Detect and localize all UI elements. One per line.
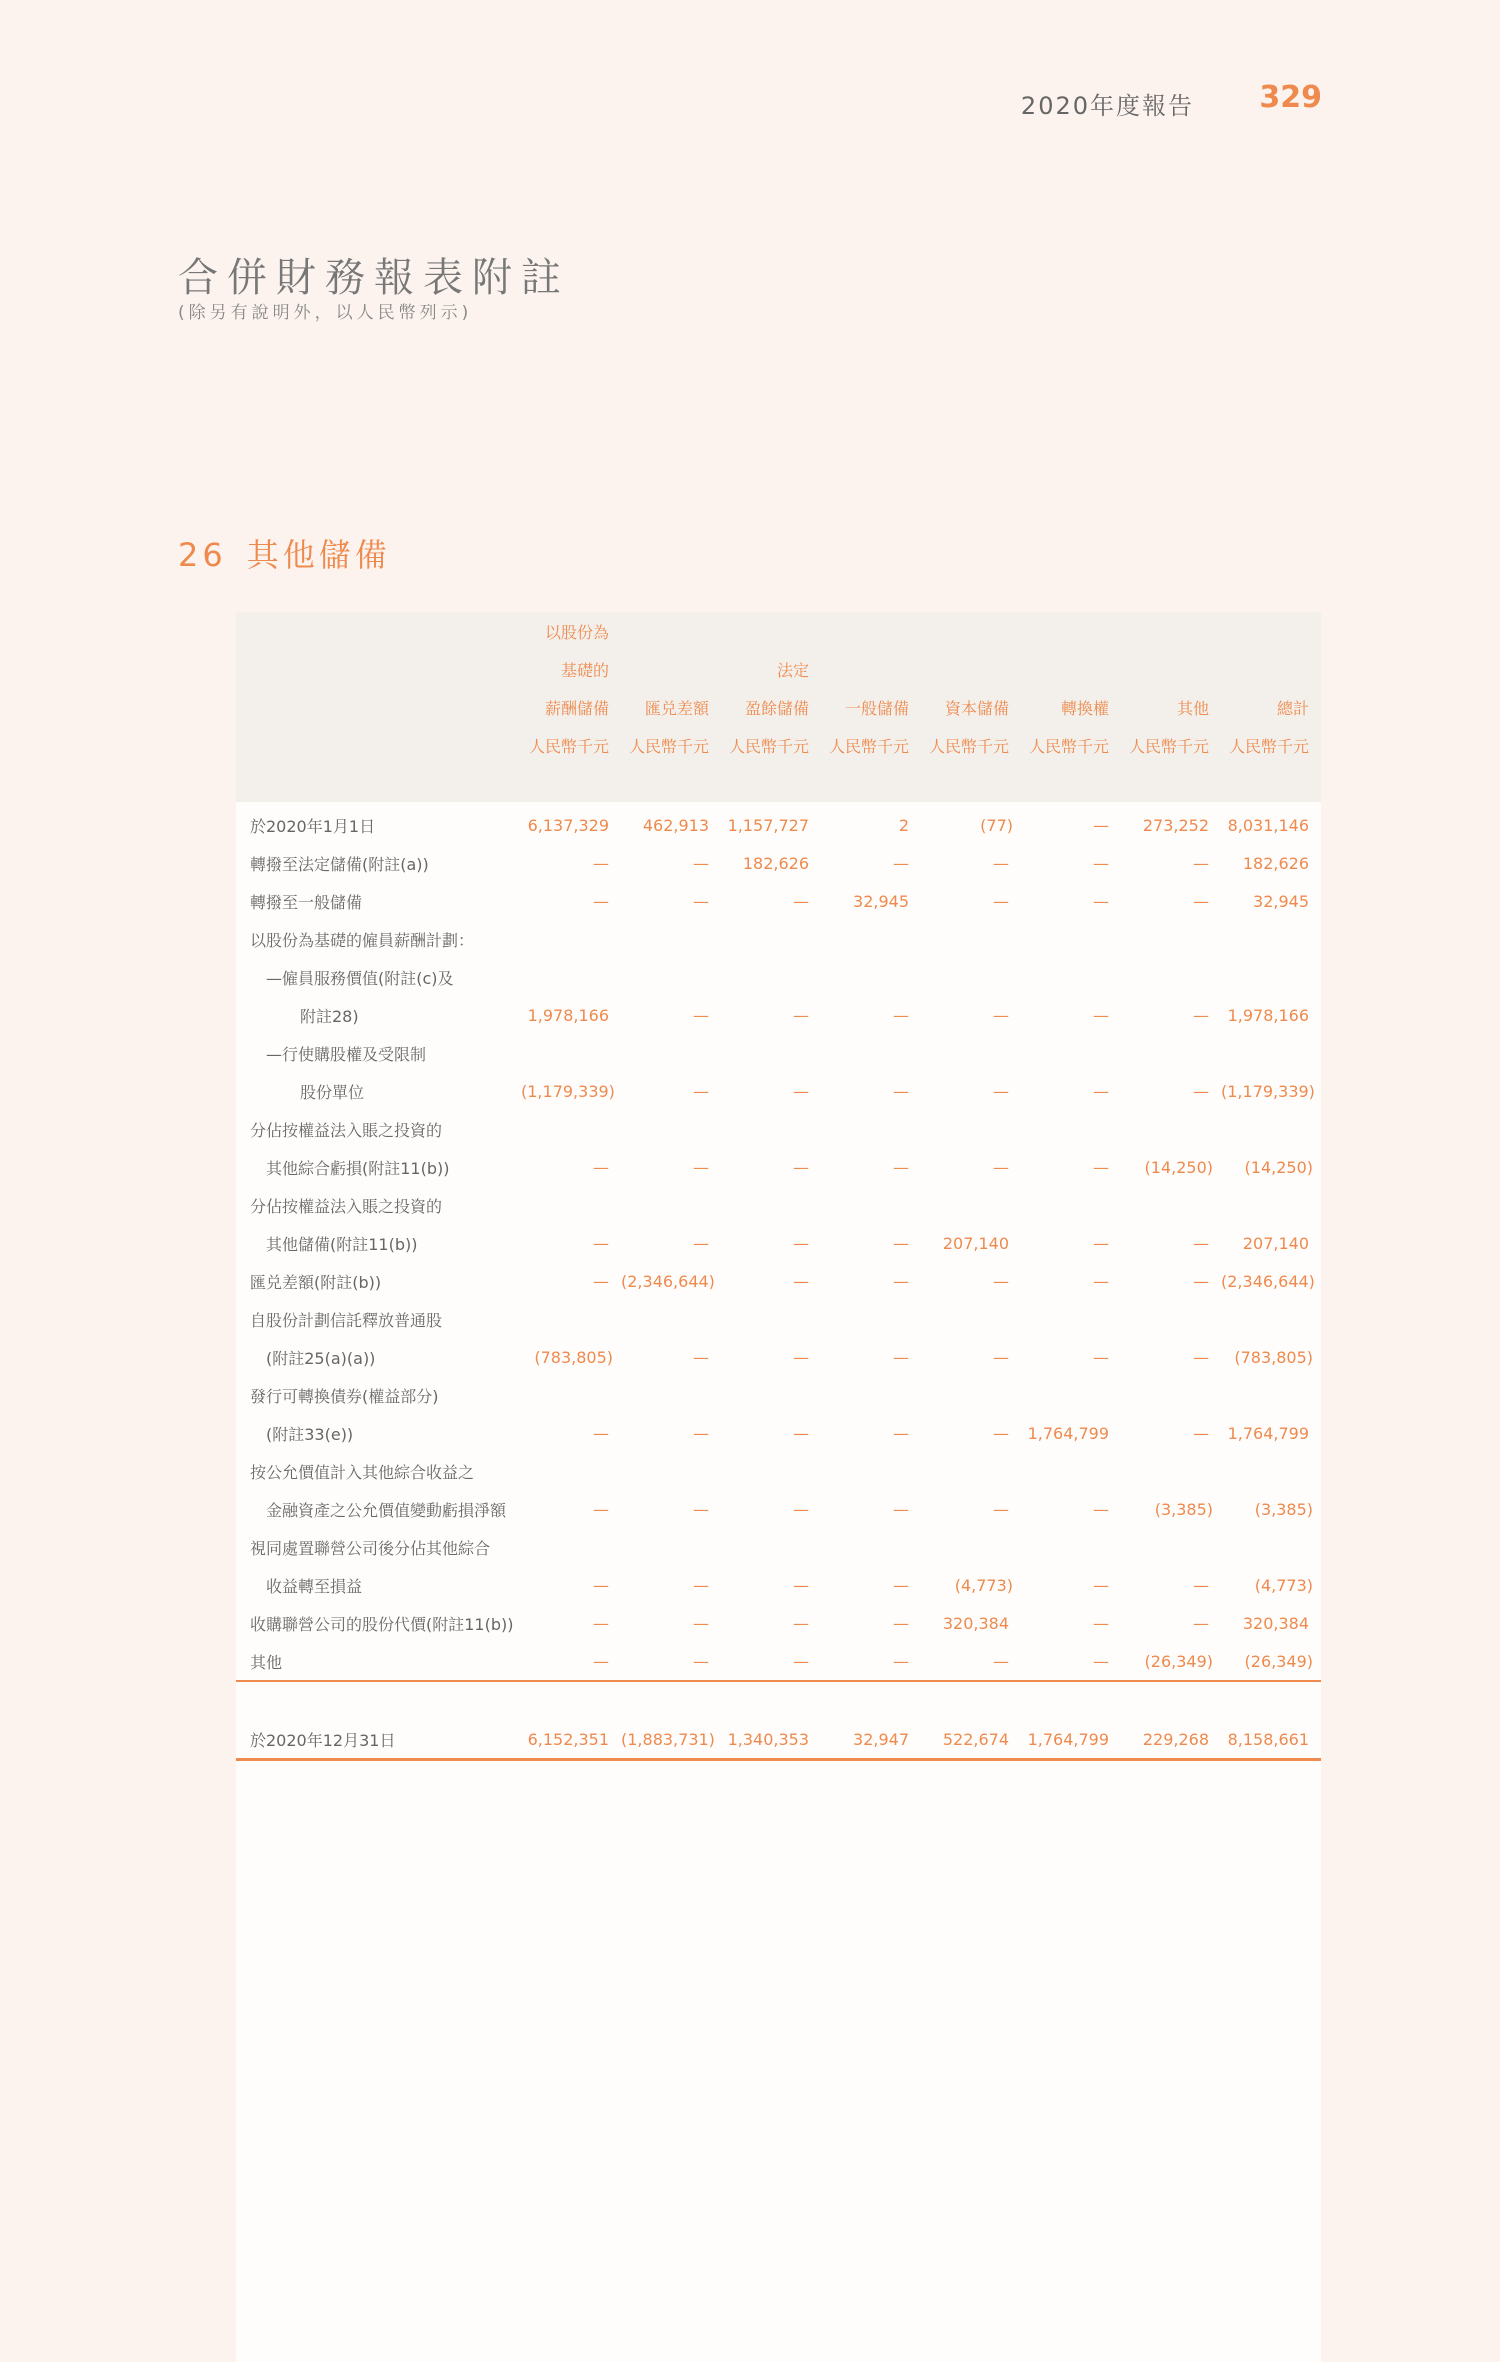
value-cell bbox=[1021, 958, 1121, 996]
value-cell: — bbox=[593, 1157, 609, 1177]
value-cell: — bbox=[793, 1575, 809, 1595]
value-cell: — bbox=[993, 853, 1009, 873]
value-cell: — bbox=[1093, 891, 1109, 911]
row-label: (附註25(a)(a)) bbox=[266, 1348, 376, 1368]
value-cell: (1,179,339) bbox=[521, 1081, 615, 1101]
value-cell: — bbox=[993, 1157, 1009, 1177]
value-cell bbox=[721, 1034, 821, 1072]
value-cell bbox=[721, 920, 821, 958]
section-number: 26 bbox=[178, 536, 227, 574]
value-cell bbox=[721, 1110, 821, 1148]
value-cell bbox=[1021, 1452, 1121, 1490]
doc-subtitle: (除另有說明外，以人民幣列示) bbox=[178, 303, 473, 323]
value-cell: — bbox=[793, 1233, 809, 1253]
value-cell bbox=[521, 920, 621, 958]
total-value-cell: 32,947 bbox=[821, 1720, 921, 1760]
table-row bbox=[236, 1604, 1321, 1642]
section-title: 其他儲備 bbox=[246, 536, 391, 574]
value-cell: (77) bbox=[980, 815, 1013, 835]
value-cell bbox=[1121, 1110, 1221, 1148]
value-cell: — bbox=[593, 853, 609, 873]
column-header-text bbox=[921, 612, 1021, 650]
value-cell: — bbox=[1093, 1157, 1109, 1177]
table-row bbox=[236, 1110, 1321, 1148]
value-cell: — bbox=[593, 1423, 609, 1443]
value-cell: — bbox=[593, 1499, 609, 1519]
column-header-text: 人民幣千元 bbox=[828, 736, 909, 756]
column-header-text: 其他 bbox=[1176, 698, 1209, 718]
value-cell bbox=[1021, 1528, 1121, 1566]
value-cell: — bbox=[993, 1081, 1009, 1101]
table-row bbox=[236, 1566, 1321, 1604]
value-cell: — bbox=[993, 1271, 1009, 1291]
total-value-cell: 522,674 bbox=[921, 1720, 1021, 1760]
value-cell: 320,384 bbox=[1242, 1613, 1309, 1633]
row-label: 其他儲備(附註11(b)) bbox=[266, 1234, 418, 1254]
value-cell: (3,385) bbox=[1154, 1499, 1213, 1519]
row-label: 股份單位 bbox=[300, 1082, 365, 1102]
value-cell: 182,626 bbox=[1242, 853, 1309, 873]
value-cell bbox=[621, 1376, 721, 1414]
value-cell: (26,349) bbox=[1121, 1642, 1221, 1681]
column-header-text: 轉換權 bbox=[1060, 698, 1109, 718]
table-row bbox=[236, 844, 1321, 882]
table-row bbox=[236, 1186, 1321, 1224]
value-cell: — bbox=[693, 1423, 709, 1443]
row-label: 視同處置聯營公司後分佔其他綜合 bbox=[250, 1538, 491, 1558]
value-cell bbox=[821, 1186, 921, 1224]
value-cell: — bbox=[893, 1499, 909, 1519]
row-label: 自股份計劃信託釋放普通股 bbox=[250, 1310, 443, 1330]
value-cell: (14,250) bbox=[1144, 1157, 1213, 1177]
column-header-text bbox=[1221, 650, 1321, 688]
value-cell bbox=[821, 1300, 921, 1338]
table-row bbox=[236, 958, 1321, 996]
page-header bbox=[0, 80, 1500, 120]
column-header-text: 基礎的 bbox=[560, 660, 609, 680]
value-cell: — bbox=[893, 1575, 909, 1595]
value-cell bbox=[1121, 1034, 1221, 1072]
value-cell bbox=[1021, 920, 1121, 958]
value-cell: — bbox=[793, 1499, 809, 1519]
header-blank-cell bbox=[236, 650, 521, 688]
value-cell bbox=[921, 1376, 1021, 1414]
column-header-text: 人民幣千元 bbox=[728, 736, 809, 756]
value-cell: — bbox=[1193, 1081, 1209, 1101]
value-cell: — bbox=[1193, 891, 1209, 911]
table-row bbox=[236, 1148, 1321, 1186]
value-cell: — bbox=[893, 1423, 909, 1443]
value-cell bbox=[921, 1110, 1021, 1148]
row-label: 收益轉至損益 bbox=[266, 1576, 363, 1596]
value-cell bbox=[821, 920, 921, 958]
value-cell bbox=[1121, 920, 1221, 958]
value-cell: — bbox=[1093, 1613, 1109, 1633]
column-header-text: 人民幣千元 bbox=[1128, 736, 1209, 756]
column-header-text: 盈餘儲備 bbox=[744, 698, 809, 718]
row-label: 其他 bbox=[236, 1642, 521, 1681]
column-header-text: 總計 bbox=[1276, 698, 1309, 718]
header-blank-cell bbox=[236, 688, 521, 726]
value-cell bbox=[621, 1528, 721, 1566]
header-row bbox=[236, 688, 1321, 726]
value-cell bbox=[1021, 1110, 1121, 1148]
value-cell bbox=[1221, 1300, 1321, 1338]
value-cell bbox=[621, 1110, 721, 1148]
table-row bbox=[236, 1452, 1321, 1490]
table-row bbox=[236, 1300, 1321, 1338]
value-cell bbox=[821, 1110, 921, 1148]
value-cell: — bbox=[993, 891, 1009, 911]
value-cell bbox=[1121, 1300, 1221, 1338]
value-cell bbox=[521, 1110, 621, 1148]
value-cell: — bbox=[693, 1613, 709, 1633]
value-cell: — bbox=[993, 1005, 1009, 1025]
value-cell bbox=[521, 1186, 621, 1224]
value-cell: — bbox=[993, 1347, 1009, 1367]
value-cell: — bbox=[793, 1271, 809, 1291]
value-cell bbox=[621, 958, 721, 996]
value-cell: — bbox=[693, 1005, 709, 1025]
column-header-text bbox=[721, 612, 821, 650]
other-reserves-table bbox=[236, 612, 1321, 1761]
value-cell: — bbox=[893, 1613, 909, 1633]
value-cell: — bbox=[893, 1233, 909, 1253]
total-value-cell: 6,152,351 bbox=[521, 1720, 621, 1760]
value-cell: (4,773) bbox=[1254, 1575, 1313, 1595]
row-label: 於2020年1月1日 bbox=[250, 816, 376, 836]
table-header bbox=[236, 612, 1321, 800]
value-cell: — bbox=[693, 853, 709, 873]
column-header-text: 人民幣千元 bbox=[1028, 736, 1109, 756]
column-header-text: 一般儲備 bbox=[844, 698, 909, 718]
value-cell: 8,031,146 bbox=[1227, 815, 1309, 835]
value-cell: — bbox=[521, 1642, 621, 1681]
value-cell: — bbox=[1093, 1271, 1109, 1291]
value-cell: — bbox=[1193, 1233, 1209, 1253]
page-number: 329 bbox=[1259, 80, 1322, 115]
value-cell bbox=[1221, 958, 1321, 996]
column-header-text bbox=[821, 650, 921, 688]
value-cell: 207,140 bbox=[942, 1233, 1009, 1253]
value-cell bbox=[521, 1452, 621, 1490]
value-cell: — bbox=[1093, 815, 1109, 835]
column-header-text bbox=[621, 612, 721, 650]
value-cell: — bbox=[793, 1005, 809, 1025]
table-row bbox=[236, 1224, 1321, 1262]
value-cell: — bbox=[793, 1347, 809, 1367]
table-row bbox=[236, 996, 1321, 1034]
column-header-text bbox=[1121, 650, 1221, 688]
column-header-text bbox=[1121, 612, 1221, 650]
value-cell: — bbox=[893, 1005, 909, 1025]
value-cell: — bbox=[621, 1642, 721, 1681]
column-header-text: 人民幣千元 bbox=[928, 736, 1009, 756]
value-cell: 1,764,799 bbox=[1027, 1423, 1109, 1443]
column-header-text: 法定 bbox=[776, 660, 809, 680]
column-header-text bbox=[1021, 650, 1121, 688]
value-cell bbox=[821, 1376, 921, 1414]
total-row bbox=[236, 1720, 1321, 1760]
table-row bbox=[236, 1376, 1321, 1414]
row-label: —行使購股權及受限制 bbox=[266, 1044, 427, 1064]
value-cell: — bbox=[893, 1271, 909, 1291]
row-label: 分佔按權益法入賬之投資的 bbox=[250, 1120, 443, 1140]
value-cell bbox=[521, 1376, 621, 1414]
row-label: 轉撥至一般儲備 bbox=[250, 892, 363, 912]
value-cell bbox=[1121, 1186, 1221, 1224]
column-header-text: 人民幣千元 bbox=[628, 736, 709, 756]
value-cell: — bbox=[1093, 853, 1109, 873]
row-label: 轉撥至法定儲備(附註(a)) bbox=[250, 854, 429, 874]
value-cell: (1,179,339) bbox=[1221, 1081, 1315, 1101]
value-cell bbox=[821, 1452, 921, 1490]
column-header-text: 匯兑差額 bbox=[644, 698, 709, 718]
value-cell: (2,346,644) bbox=[621, 1271, 715, 1291]
column-header-text: 以股份為 bbox=[544, 622, 609, 642]
value-cell: — bbox=[921, 1642, 1021, 1681]
doc-title: 合併財務報表附註 bbox=[178, 255, 570, 301]
table-row bbox=[236, 1414, 1321, 1452]
value-cell bbox=[1221, 920, 1321, 958]
value-cell: 1,978,166 bbox=[527, 1005, 609, 1025]
value-cell: 32,945 bbox=[1253, 891, 1309, 911]
reserves-table-container bbox=[236, 612, 1321, 1761]
total-value-cell: 1,340,353 bbox=[721, 1720, 821, 1760]
column-header-text: 資本儲備 bbox=[944, 698, 1009, 718]
value-cell bbox=[621, 1034, 721, 1072]
value-cell: (2,346,644) bbox=[1221, 1271, 1315, 1291]
table-row bbox=[236, 882, 1321, 920]
value-cell bbox=[721, 1376, 821, 1414]
value-cell: — bbox=[793, 1613, 809, 1633]
value-cell bbox=[721, 958, 821, 996]
value-cell bbox=[921, 1452, 1021, 1490]
value-cell: — bbox=[693, 1575, 709, 1595]
value-cell bbox=[821, 1528, 921, 1566]
value-cell: — bbox=[1193, 1613, 1209, 1633]
value-cell: — bbox=[693, 1157, 709, 1177]
value-cell: (14,250) bbox=[1244, 1157, 1313, 1177]
value-cell: — bbox=[893, 1081, 909, 1101]
value-cell bbox=[1021, 1186, 1121, 1224]
value-cell bbox=[1221, 1528, 1321, 1566]
value-cell: 32,945 bbox=[853, 891, 909, 911]
header-spacer-cell bbox=[236, 764, 1321, 800]
row-label: 發行可轉換債券(權益部分) bbox=[250, 1386, 439, 1406]
table-row bbox=[236, 1034, 1321, 1072]
header-blank-cell bbox=[236, 726, 521, 764]
value-cell bbox=[1221, 1452, 1321, 1490]
value-cell bbox=[621, 1300, 721, 1338]
value-cell bbox=[721, 1528, 821, 1566]
column-header-text bbox=[1221, 612, 1321, 650]
value-cell bbox=[921, 1034, 1021, 1072]
value-cell: — bbox=[1093, 1347, 1109, 1367]
value-cell: — bbox=[593, 1233, 609, 1253]
value-cell: — bbox=[1093, 1005, 1109, 1025]
value-cell bbox=[521, 1528, 621, 1566]
value-cell: — bbox=[693, 1499, 709, 1519]
value-cell: — bbox=[993, 1499, 1009, 1519]
value-cell: — bbox=[1193, 1271, 1209, 1291]
total-value-cell: 1,764,799 bbox=[1021, 1720, 1121, 1760]
spacer-cell bbox=[236, 1681, 1321, 1720]
value-cell bbox=[1221, 1186, 1321, 1224]
value-cell bbox=[821, 1034, 921, 1072]
value-cell: — bbox=[593, 1613, 609, 1633]
spacer-row bbox=[236, 1681, 1321, 1720]
value-cell: — bbox=[1093, 1499, 1109, 1519]
value-cell bbox=[1221, 1376, 1321, 1414]
value-cell: — bbox=[693, 1081, 709, 1101]
row-label: 其他綜合虧損(附註11(b)) bbox=[266, 1158, 450, 1178]
value-cell: — bbox=[793, 1157, 809, 1177]
value-cell: — bbox=[793, 891, 809, 911]
value-cell bbox=[821, 958, 921, 996]
value-cell: — bbox=[1093, 1081, 1109, 1101]
value-cell: 462,913 bbox=[642, 815, 709, 835]
value-cell: — bbox=[793, 1081, 809, 1101]
value-cell: — bbox=[593, 1575, 609, 1595]
value-cell: (4,773) bbox=[954, 1575, 1013, 1595]
value-cell: — bbox=[893, 1347, 909, 1367]
value-cell: (3,385) bbox=[1254, 1499, 1313, 1519]
value-cell: 2 bbox=[898, 815, 909, 835]
value-cell: — bbox=[1193, 1347, 1209, 1367]
value-cell: 182,626 bbox=[742, 853, 809, 873]
row-label: 附註28) bbox=[300, 1006, 359, 1026]
table-row bbox=[236, 1262, 1321, 1300]
row-label: —僱員服務價值(附註(c)及 bbox=[266, 968, 454, 988]
column-header-text: 薪酬儲備 bbox=[544, 698, 609, 718]
value-cell bbox=[621, 1452, 721, 1490]
value-cell: — bbox=[893, 1157, 909, 1177]
value-cell: — bbox=[793, 1423, 809, 1443]
value-cell bbox=[521, 1300, 621, 1338]
report-title: 2020年度報告 bbox=[1020, 92, 1194, 120]
table-row bbox=[236, 800, 1321, 844]
value-cell: — bbox=[1193, 1423, 1209, 1443]
column-header-text bbox=[821, 612, 921, 650]
value-cell bbox=[921, 1186, 1021, 1224]
value-cell: (26,349) bbox=[1221, 1642, 1321, 1681]
value-cell bbox=[621, 920, 721, 958]
value-cell: (783,805) bbox=[534, 1347, 613, 1367]
value-cell bbox=[921, 920, 1021, 958]
header-spacer-row bbox=[236, 764, 1321, 800]
header-row bbox=[236, 612, 1321, 650]
value-cell bbox=[721, 1300, 821, 1338]
value-cell: (783,805) bbox=[1234, 1347, 1313, 1367]
value-cell: 1,978,166 bbox=[1227, 1005, 1309, 1025]
value-cell bbox=[1121, 958, 1221, 996]
value-cell: — bbox=[693, 1233, 709, 1253]
value-cell bbox=[1121, 1452, 1221, 1490]
value-cell: 6,137,329 bbox=[527, 815, 609, 835]
header-blank-cell bbox=[236, 612, 521, 650]
row-label: 收購聯營公司的股份代價(附註11(b)) bbox=[250, 1614, 514, 1634]
table-row bbox=[236, 1338, 1321, 1376]
value-cell: — bbox=[693, 891, 709, 911]
value-cell: — bbox=[1093, 1233, 1109, 1253]
table-row bbox=[236, 920, 1321, 958]
value-cell: 1,764,799 bbox=[1227, 1423, 1309, 1443]
value-cell bbox=[1021, 1300, 1121, 1338]
value-cell: — bbox=[1193, 853, 1209, 873]
value-cell: — bbox=[821, 1642, 921, 1681]
header-row bbox=[236, 726, 1321, 764]
total-label: 於2020年12月31日 bbox=[236, 1720, 521, 1760]
value-cell: — bbox=[993, 1423, 1009, 1443]
value-cell bbox=[1121, 1528, 1221, 1566]
row-label: (附註33(e)) bbox=[266, 1424, 354, 1444]
value-cell bbox=[1221, 1034, 1321, 1072]
value-cell bbox=[721, 1452, 821, 1490]
value-cell: — bbox=[1193, 1575, 1209, 1595]
value-cell: — bbox=[1093, 1575, 1109, 1595]
value-cell: — bbox=[593, 1271, 609, 1291]
value-cell bbox=[721, 1186, 821, 1224]
value-cell: — bbox=[593, 891, 609, 911]
total-value-cell: 229,268 bbox=[1121, 1720, 1221, 1760]
value-cell: — bbox=[721, 1642, 821, 1681]
section-heading bbox=[178, 530, 391, 576]
value-cell bbox=[921, 958, 1021, 996]
value-cell: 1,157,727 bbox=[727, 815, 809, 835]
total-value-cell: 8,158,661 bbox=[1221, 1720, 1321, 1760]
table-row bbox=[236, 1072, 1321, 1110]
value-cell bbox=[1221, 1110, 1321, 1148]
column-header-text bbox=[621, 650, 721, 688]
value-cell: — bbox=[693, 1347, 709, 1367]
row-label: 按公允價值計入其他綜合收益之 bbox=[250, 1462, 475, 1482]
value-cell bbox=[521, 1034, 621, 1072]
value-cell: 207,140 bbox=[1242, 1233, 1309, 1253]
value-cell: — bbox=[1193, 1005, 1209, 1025]
table-row bbox=[236, 1490, 1321, 1528]
value-cell: 320,384 bbox=[942, 1613, 1009, 1633]
table-row bbox=[236, 1642, 1321, 1681]
value-cell bbox=[1121, 1376, 1221, 1414]
value-cell bbox=[1021, 1034, 1121, 1072]
column-header-text: 人民幣千元 bbox=[1228, 736, 1309, 756]
row-label: 匯兑差額(附註(b)) bbox=[250, 1272, 382, 1292]
value-cell: — bbox=[893, 853, 909, 873]
value-cell bbox=[1021, 1376, 1121, 1414]
row-label: 金融資產之公允價值變動虧損淨額 bbox=[266, 1500, 507, 1520]
column-header-text bbox=[921, 650, 1021, 688]
value-cell: 273,252 bbox=[1142, 815, 1209, 835]
value-cell bbox=[521, 958, 621, 996]
value-cell bbox=[921, 1300, 1021, 1338]
total-value-cell: (1,883,731) bbox=[621, 1720, 721, 1760]
header-row bbox=[236, 650, 1321, 688]
column-header-text: 人民幣千元 bbox=[528, 736, 609, 756]
table-row bbox=[236, 1528, 1321, 1566]
value-cell: — bbox=[1021, 1642, 1121, 1681]
table-body bbox=[236, 800, 1321, 1760]
row-label: 分佔按權益法入賬之投資的 bbox=[250, 1196, 443, 1216]
column-header-text bbox=[1021, 612, 1121, 650]
value-cell bbox=[621, 1186, 721, 1224]
value-cell bbox=[921, 1528, 1021, 1566]
row-label: 以股份為基礎的僱員薪酬計劃： bbox=[250, 930, 475, 950]
